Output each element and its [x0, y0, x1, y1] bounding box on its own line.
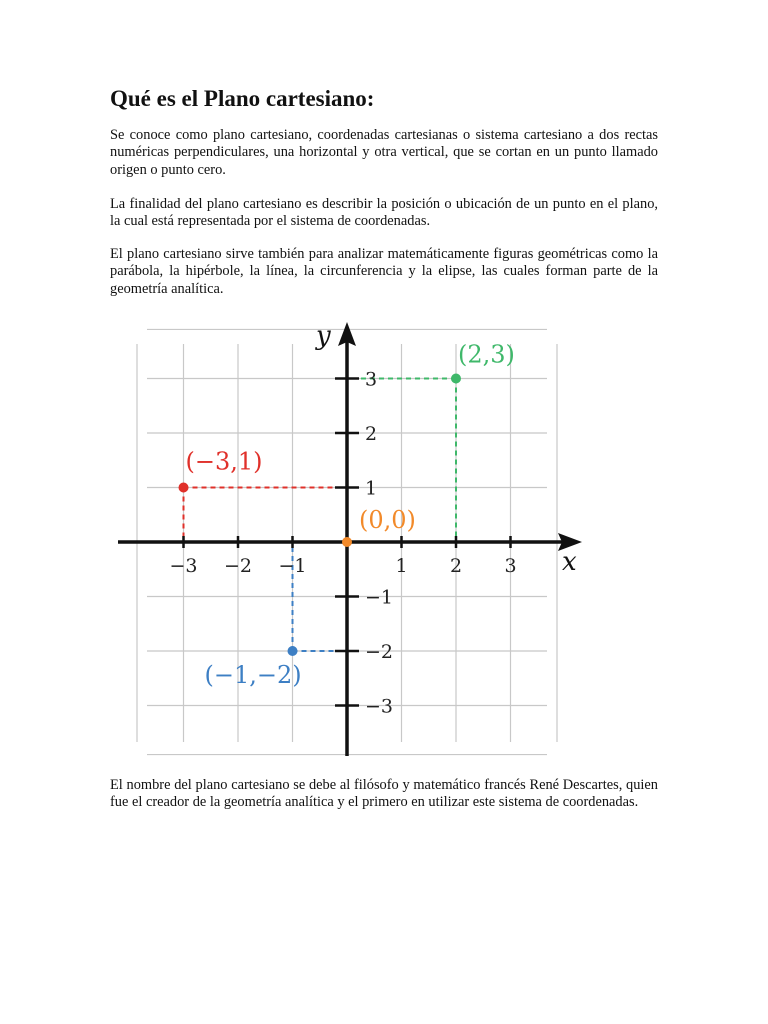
y-tick-label: 2 — [365, 423, 378, 445]
data-point — [288, 646, 298, 656]
x-tick-label: 2 — [449, 555, 463, 577]
x-tick-label: −3 — [169, 555, 198, 577]
data-point — [179, 483, 189, 493]
x-axis-label: x — [562, 547, 577, 577]
cartesian-plane-chart — [110, 318, 610, 763]
x-tick-label: −1 — [278, 555, 307, 577]
point-label: (−3,1) — [185, 447, 263, 476]
y-tick-label: 3 — [365, 368, 378, 391]
y-tick-label: 1 — [365, 477, 378, 500]
point-label: (2,3) — [458, 340, 515, 369]
data-point — [342, 537, 352, 547]
y-tick-label: −1 — [365, 586, 394, 609]
paragraph-uses: El plano cartesiano sirve también para analizar matemáticamente figuras geométricas como la parábola, la hipérbole, la línea, la circunferencia y la elipse, las cuales forman parte de la geometría analítica. — [110, 246, 658, 297]
paragraph-descartes: El nombre del plano cartesiano se debe al filósofo y matemático francés René Descartes, quien fue el creador de la geometría analítica y el primero en utilizar este sistema de coordenadas. — [110, 777, 658, 811]
x-tick-label: 1 — [395, 555, 408, 577]
x-tick-label: 3 — [504, 555, 517, 577]
point-label: (−1,−2) — [204, 661, 302, 689]
x-tick-label: −2 — [223, 555, 253, 577]
paragraph-purpose: La finalidad del plano cartesiano es describir la posición o ubicación de un punto en el plano, la cual está representada por el sistema de coordenadas. — [110, 196, 658, 230]
paragraph-definition: Se conoce como plano cartesiano, coordenadas cartesianas o sistema cartesiano a dos rectas numéricas perpendiculares, una horizontal y otra vertical, que se cortan en un punto llamado origen o punto cero. — [110, 127, 658, 178]
data-point — [451, 374, 461, 384]
point-label: (0,0) — [359, 506, 416, 534]
y-tick-label: −3 — [365, 695, 394, 718]
y-tick-label: −2 — [365, 641, 394, 663]
y-axis-label: y — [316, 321, 331, 351]
page-title: Qué es el Plano cartesiano: — [110, 86, 375, 111]
